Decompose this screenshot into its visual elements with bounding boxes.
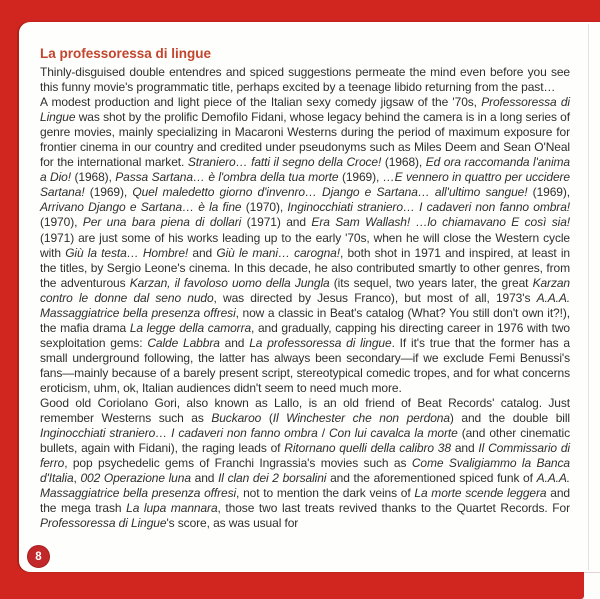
page-content [40, 46, 570, 531]
body-paragraph: Good old Coriolano Gori, also known as Lallo, is an old friend of Beat Records' catalog. Just remember Westerns such as Buckaroo (Il Winchester che non perdona) and the double bill Inginocchiati straniero… I cadaveri non fanno ombra / Con lui cavalca la morte (and other cinematic bullets, again with Fidani), the raging leads of Ritornano quelli della calibro 38 and Il Commissario di ferro, pop psychedelic gems of Franchi Ingrassia's movies such as Come Svaligiammo la Banca d'Italia, 002 Operazione luna and Il clan dei 2 borsalini and the aforementioned spiced funk of A.A.A. Massaggiatrice bella presenza offresi, not to mention the dark veins of La morte scende leggera and the mega trash La lupa mannara, those two last treats revived thanks to the Quartet Records. For Professoressa di Lingue's score, as was usual for [40, 396, 570, 531]
scan-edge-line [588, 24, 589, 570]
page-number: 8 [35, 550, 42, 563]
body-paragraph: A modest production and light piece of the Italian sexy comedy jigsaw of the '70s, Professoressa di Lingue was shot by the prolific Demofilo Fidani, whose legacy behind the camera is in a long series of genre movies, mainly specializing in Macaroni Westerns during the period of maximum exposure for frontier cinema in our country and credited under pseudonyms such as Miles Deem and Sean O'Neal for the international market. Straniero… fatti il segno della Croce! (1968), Ed ora raccomanda l'anima a Dio! (1968), Passa Sartana… è l'ombra della tua morte (1969), …E vennero in quattro per uccidere Sartana! (1969), Quel maledetto giorno d'invenro… Django e Sartana… all'ultimo sangue! (1969), Arrivano Django e Sartana… è la fine (1970), Inginocchiati straniero… I cadaveri non fanno ombra! (1970), Per una bara piena di dollari (1971) and Era Sam Wallash! …lo chiamavano E così sia! (1971) are just some of his works leading up to the early '70s, when he will close the Western cycle with Giù la testa… Hombre! and Giù le mani… carogna!, both shot in 1971 and inspired, at least in the titles, by Sergio Leone's cinema. In this decade, he also contributed smartly to other genres, from the adventurous Karzan, il favoloso uomo della Jungla (its sequel, two years later, the great Karzan contro le donne dal seno nudo, was directed by Jesus Franco), but most of all, 1973's A.A.A. Massaggiatrice bella presenza offresi, now a classic in Beat's catalog (What? You still don't own it?!), the mafia drama La legge della camorra, and gradually, capping his directing career in 1976 with two sexploitation gems: Calde Labbra and La professoressa di lingue. If it's true that the former has a small underground following, the latter has always been secondary—if we exclude Femi Benussi's fans—mainly because of a barely present script, stereotypical comedic tropes, and for what concerns eroticism, uhm, ok, Italian audiences didn't seem to need much more. [40, 95, 571, 395]
page-number-badge [27, 545, 50, 568]
page-title: La professoressa di lingue [40, 46, 212, 61]
booklet-page [19, 22, 600, 572]
body-paragraph: Thinly-disguised double entendres and spiced suggestions permeate the mind even before you see this funny movie's programmatic title, perhaps excited by a teenage libido returning from the past… [40, 65, 570, 95]
body-text [40, 65, 570, 531]
